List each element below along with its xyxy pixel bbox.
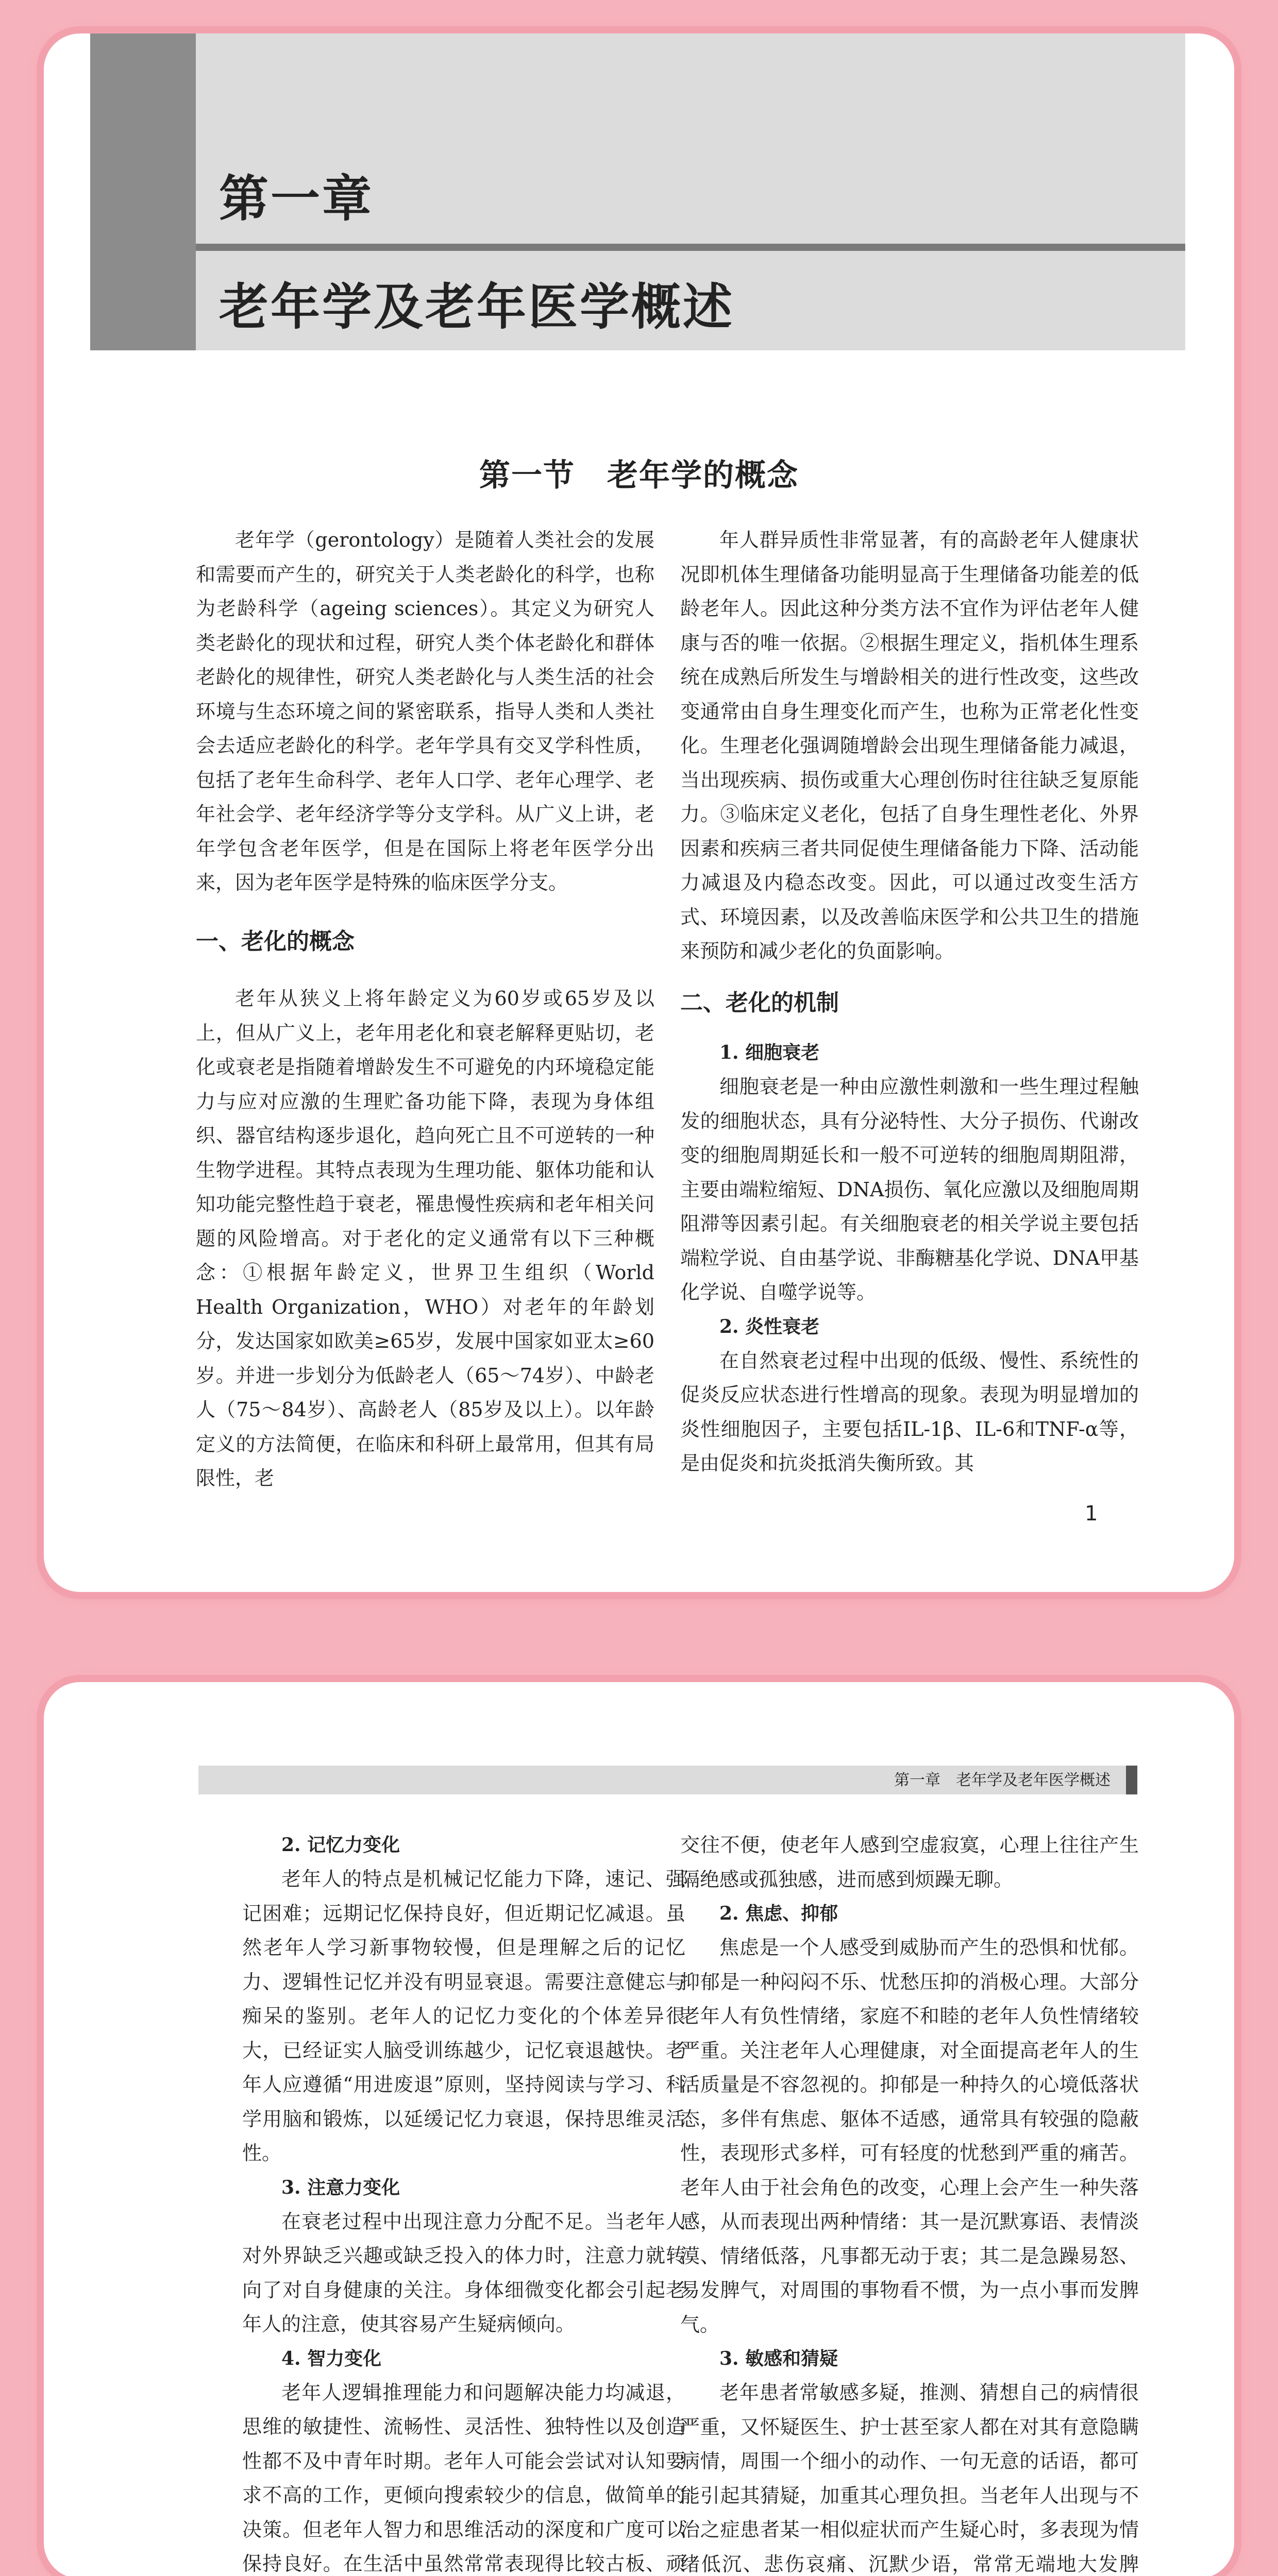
paragraph: 老年人的特点是机械记忆能力下降，速记、强记困难；远期记忆保持良好，但近期记忆减退。虽然老年人学习新事物较慢，但是理解之后的记忆力、逻辑性记忆并没有明显衰退。需要注意健忘与痴呆的鉴别。老年人的记忆力变化的个体差异很大，已经证实人脑受训练越少，记忆衰退越快。老年人应遵循“用进废退”原则，坚持阅读与学习、科学用脑和锻炼，以延缓记忆力衰退，保持思维灵活性。 (242, 1862, 685, 2171)
chapter-title: 老年学及老年医学概述 (219, 268, 734, 338)
paragraph: 老年患者常敏感多疑，推测、猜想自己的病情很严重，又怀疑医生、护士甚至家人都在对其有意隐瞒病情，周围一个细小的动作、一句无意的话语，都可能引起其猜疑，加重其心理负担。当老年人出现与不治之症患者某一相似症状而产生疑心时，多表现为情绪低沉、悲伤哀痛、沉默少语，常常无端地大发脾 (680, 2376, 1139, 2576)
subheading-attention: 3. 注意力变化 (242, 2171, 685, 2205)
page-number: 1 (1085, 1502, 1098, 1526)
paragraph: 老年从狭义上将年龄定义为60岁或65岁及以上，但从广义上，老年用老化和衰老解释更贴切，老化或衰老是指随着增龄发生不可避免的内环境稳定能力与应对应激的生理贮备功能下降，表现为身体组织、器官结构逐步退化，趋向死亡且不可逆转的一种生物学进程。其特点表现为生理功能、躯体功能和认知功能完整性趋于衰老，罹患慢性疾病和老年相关问题的风险增高。对于老化的定义通常有以下三种概念：①根据年龄定义，世界卫生组织（World Health Organization，WHO）对老年的年龄划分，发达国家如欧美≥65岁，发展中国家如亚太≥60岁。并进一步划分为低龄老人（65～74岁）、中龄老人（75～84岁）、高龄老人（85岁及以上）。以年龄定义的方法简便，在临床和科研上最常用，但其有局限性，老 (196, 981, 654, 1496)
paragraph: 交往不便，使老年人感到空虚寂寞，心理上往往产生隔绝感或孤独感，进而感到烦躁无聊。 (680, 1828, 1139, 1896)
subheading-inflammaging: 2. 炎性衰老 (680, 1310, 1139, 1344)
running-header-marker (1126, 1766, 1137, 1794)
paragraph: 细胞衰老是一种由应激性刺激和一些生理过程触发的细胞状态，具有分泌特性、大分子损伤、代谢改变的细胞周期延长和一般不可逆转的细胞周期阻滞，主要由端粒缩短、DNA损伤、氧化应激以及细胞周期阻滞等因素引起。有关细胞衰老的相关学说主要包括端粒学说、自由基学说、非酶糖基化学说、DNA甲基化学说、自噬学说等。 (680, 1070, 1139, 1310)
heading-aging-concept: 一、老化的概念 (196, 925, 654, 959)
page1-right-column (680, 523, 1139, 1481)
heading-aging-mechanism: 二、老化的机制 (680, 986, 1139, 1021)
page2-left-column (242, 1828, 685, 2576)
document-page-1 (44, 33, 1234, 1592)
page2-right-column (680, 1828, 1139, 2576)
paragraph: 在自然衰老过程中出现的低级、慢性、系统性的促炎反应状态进行性增高的现象。表现为明显增加的炎性细胞因子，主要包括IL-1β、IL-6和TNF-α等，是由促炎和抗炎抵消失衡所致。其 (680, 1344, 1139, 1481)
subheading-sensitivity-suspicion: 3. 敏感和猜疑 (680, 2342, 1139, 2376)
subheading-intelligence: 4. 智力变化 (242, 2342, 685, 2376)
running-header: 第一章 老年学及老年医学概述 (894, 1767, 1111, 1790)
paragraph: 老年学（gerontology）是随着人类社会的发展和需要而产生的，研究关于人类老龄化的科学，也称为老龄科学（ageing sciences）。其定义为研究人类老龄化的现状和过程，研究人类个体老龄化和群体老龄化的规律性，研究人类老龄化与人类生活的社会环境与生态环境之间的紧密联系，指导人类和人类社会去适应老龄化的科学。老年学具有交叉学科性质，包括了老年生命科学、老年人口学、老年心理学、老年社会学、老年经济学等分支学科。从广义上讲，老年学包含老年医学，但是在国际上将老年医学分出来，因为老年医学是特殊的临床医学分支。 (196, 523, 654, 900)
subheading-anxiety-depression: 2. 焦虑、抑郁 (680, 1896, 1139, 1930)
chapter-side-bar (90, 33, 196, 350)
chapter-number: 第一章 (219, 160, 374, 230)
paragraph: 焦虑是一个人感受到威胁而产生的恐惧和忧郁。抑郁是一种闷闷不乐、忧愁压抑的消极心理。大部分老年人有负性情绪，家庭不和睦的老年人负性情绪较严重。关注老年人心理健康，对全面提高老年人的生活质量是不容忽视的。抑郁是一种持久的心境低落状态，多伴有焦虑、躯体不适感，通常具有较强的隐蔽性，表现形式多样，可有轻度的忧愁到严重的痛苦。老年人由于社会角色的改变，心理上会产生一种失落感，从而表现出两种情绪：其一是沉默寡语、表情淡漠、情绪低落，凡事都无动于衷；其二是急躁易怒、易发脾气，对周围的事物看不惯，为一点小事而发脾气。 (680, 1930, 1139, 2342)
page1-left-column (196, 523, 654, 1496)
document-page-2 (44, 1682, 1234, 2576)
paragraph: 老年人逻辑推理能力和问题解决能力均减退，思维的敏捷性、流畅性、灵活性、独特性以及创造性都不及中青年时期。老年人可能会尝试对认知要求不高的工作，更倾向搜索较少的信息，做简单的决策。但老年人智力和思维活动的深度和广度可以保持良好。在生活中虽然常常表现得比较古板、顽 (242, 2376, 685, 2576)
paragraph: 年人群异质性非常显著，有的高龄老年人健康状况即机体生理储备功能明显高于生理储备功能差的低龄老年人。因此这种分类方法不宜作为评估老年人健康与否的唯一依据。②根据生理定义，指机体生理系统在成熟后所发生与增龄相关的进行性改变，这些改变通常由自身生理变化而产生，也称为正常老化性变化。生理老化强调随增龄会出现生理储备能力减退，当出现疾病、损伤或重大心理创伤时往往缺乏复原能力。③临床定义老化，包括了自身生理性老化、外界因素和疾病三者共同促使生理储备能力下降、活动能力减退及内稳态改变。因此，可以通过改变生活方式、环境因素，以及改善临床医学和公共卫生的措施来预防和减少老化的负面影响。 (680, 523, 1139, 969)
subheading-memory: 2. 记忆力变化 (242, 1828, 685, 1862)
section-title: 第一节 老年学的概念 (44, 451, 1234, 495)
paragraph: 在衰老过程中出现注意力分配不足。当老年人对外界缺乏兴趣或缺乏投入的体力时，注意力就转向了对自身健康的关注。身体细微变化都会引起老年人的注意，使其容易产生疑病倾向。 (242, 2205, 685, 2342)
chapter-header-rule (196, 244, 1185, 251)
subheading-cell-senescence: 1. 细胞衰老 (680, 1036, 1139, 1070)
